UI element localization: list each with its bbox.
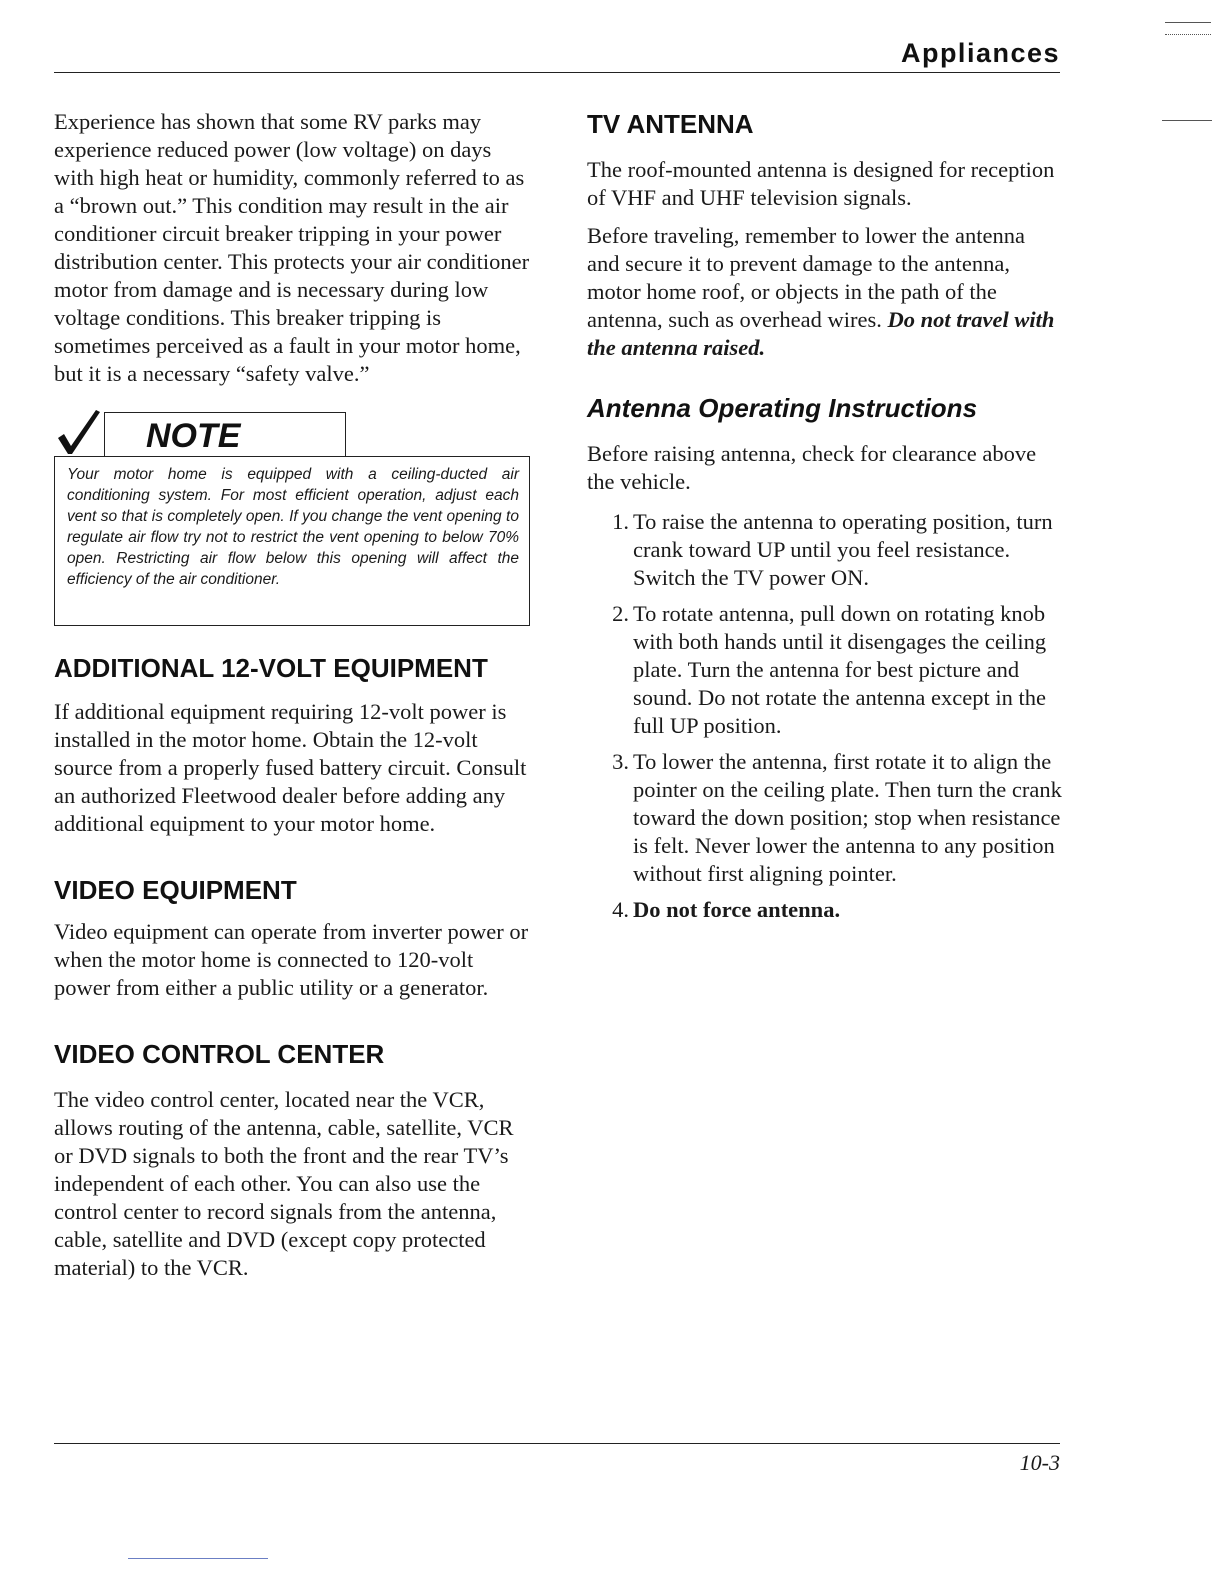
note-title: NOTE: [146, 417, 241, 455]
tv-antenna-caution-text: Before traveling, remember to lower the antenna and secure it to prevent damage to the antenna, motor home roof, or objects in the path of the antenna, such as overhead wires.: [587, 223, 1025, 332]
list-item: [587, 748, 1063, 888]
list-item: [587, 896, 1063, 924]
page-number: 10-3: [1019, 1450, 1060, 1475]
step-text: To lower the antenna, first rotate it to align the pointer on the ceiling plate. Then turn the crank toward the down position; stop when resistance is felt. Never lower the antenna to any position without first aligning pointer.: [633, 749, 1062, 886]
left-column: [54, 108, 530, 1282]
list-item: [587, 600, 1063, 740]
step-number: 1.: [612, 509, 629, 534]
video-control-paragraph: The video control center, located near the VCR, allows routing of the antenna, cable, satellite, VCR or DVD signals to both the front and the rear TV’s independent of each other. You can also use the control center to record signals from the antenna, cable, satellite and DVD (except copy protected material) to the VCR.: [54, 1087, 514, 1280]
right-column: [587, 108, 1063, 924]
edge-mark: [1165, 22, 1211, 23]
step-text: To raise the antenna to operating position, turn crank toward UP until you feel resistance. Switch the TV power ON.: [633, 509, 1053, 590]
checkmark-icon: [54, 408, 102, 456]
header-rule: [54, 72, 1060, 73]
tv-antenna-paragraph-2: [587, 222, 1063, 362]
heading-tv-antenna: TV ANTENNA: [587, 109, 754, 139]
step-number: 2.: [612, 601, 629, 626]
video-equipment-paragraph: Video equipment can operate from inverter power or when the motor home is connected to 120-volt power from either a public utility or a generator.: [54, 919, 529, 1000]
intro-paragraph: Experience has shown that some RV parks may experience reduced power (low voltage) on days with high heat or humidity, commonly referred to as a “brown out.” This condition may result in the air conditioner circuit breaker tripping in your power distribution center. This protects your air conditioner motor from damage and is necessary during low voltage conditions. This breaker tripping is sometimes perceived as a fault in your motor home, but it is a necessary “safety valve.”: [54, 109, 530, 386]
note-callout: [54, 408, 530, 630]
step-text: To rotate antenna, pull down on rotating knob with both hands until it disengages the ceiling plate. Turn the antenna for best picture and sound. Do not rotate the antenna except in the full UP position.: [633, 601, 1047, 738]
operating-intro: Before raising antenna, check for clearance above the vehicle.: [587, 441, 1037, 494]
step-number: 4.: [612, 897, 629, 922]
edge-mark: [1162, 120, 1212, 121]
heading-antenna-operating: Antenna Operating Instructions: [587, 393, 978, 423]
edge-mark: [128, 1558, 268, 1559]
edge-mark: [1165, 34, 1211, 35]
step-text: Do not force antenna.: [633, 897, 841, 922]
note-box: [54, 456, 530, 626]
operating-steps: [587, 508, 1063, 924]
heading-video-equipment: VIDEO EQUIPMENT: [54, 875, 297, 905]
step-number: 3.: [612, 749, 629, 774]
heading-additional-12-volt: ADDITIONAL 12-VOLT EQUIPMENT: [54, 653, 488, 683]
list-item: [587, 508, 1063, 592]
tv-antenna-warning: Do not travel with the antenna raised.: [587, 307, 1055, 360]
additional-paragraph: If additional equipment requiring 12-volt power is installed in the motor home. Obtain the 12-volt source from a properly fused battery circuit. Consult an authorized Fleetwood dealer before adding any additional equipment to your motor home.: [54, 699, 527, 836]
heading-video-control-center: VIDEO CONTROL CENTER: [54, 1039, 385, 1069]
note-text: Your motor home is equipped with a ceiling-ducted air conditioning system. For most efficient operation, adjust each vent so that is completely open. If you change the vent opening to regulate air flow try not to restrict the vent opening to below 70% open. Restricting air flow below this opening will affect the efficiency of the air conditioner.: [67, 466, 519, 588]
section-title: Appliances: [900, 38, 1060, 68]
tv-antenna-paragraph-1: The roof-mounted antenna is designed for reception of VHF and UHF television signals.: [587, 157, 1055, 210]
footer-rule: [54, 1443, 1060, 1444]
